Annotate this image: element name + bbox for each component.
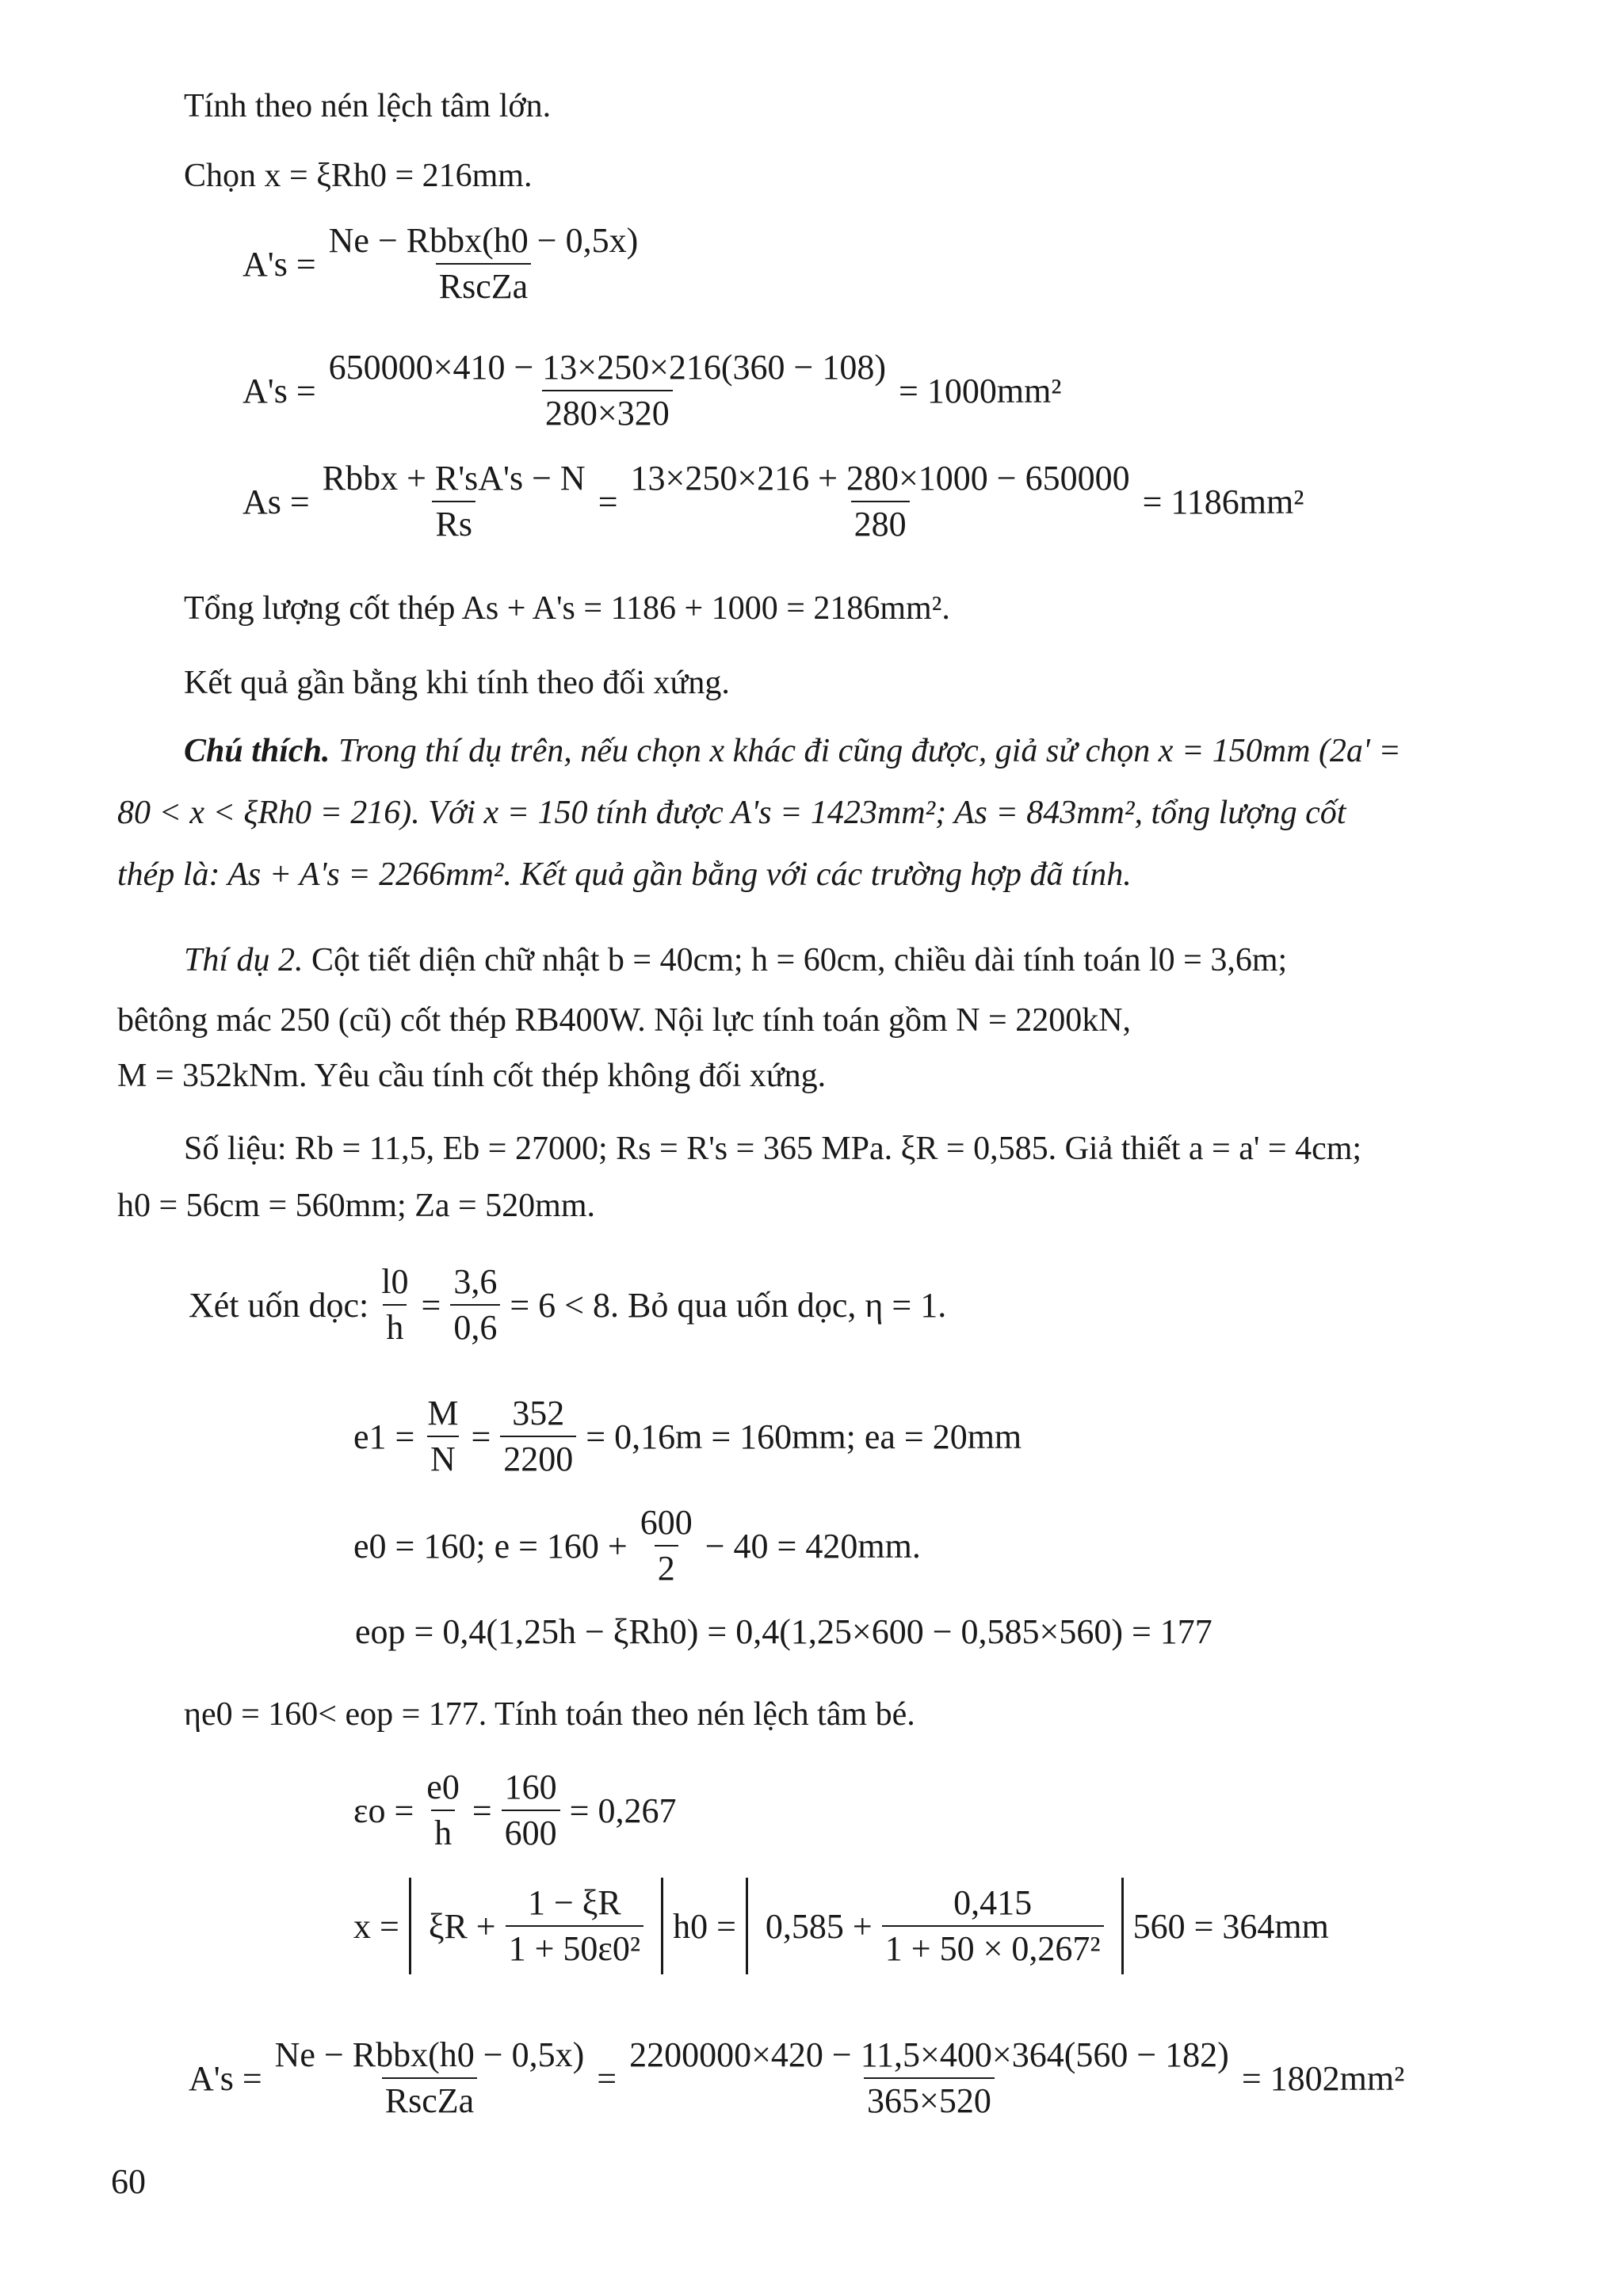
eq-result: = 6 < 8. Bỏ qua uốn dọc, η = 1. xyxy=(510,1285,947,1325)
denominator: Rs xyxy=(432,501,475,543)
equation xyxy=(238,460,1308,543)
note-line: 80 < x < ξRh0 = 216). Với x = 150 tính được A's = 1423mm²; As = 843mm², tổng lượng cốt xyxy=(117,795,1346,831)
numerator: 2200000×420 − 11,5×400×364(560 − 182) xyxy=(629,2035,1229,2074)
numerator: Ne − Rbbx(h0 − 0,5x) xyxy=(328,221,639,260)
eq-lhs: x = xyxy=(353,1906,399,1946)
denominator: 365×520 xyxy=(864,2077,995,2120)
eq-sign: = xyxy=(598,482,618,521)
numerator: M xyxy=(427,1394,459,1432)
text-line: Tính theo nén lệch tâm lớn. xyxy=(184,88,552,124)
eq-sign: = xyxy=(472,1791,492,1830)
eq-sign: = xyxy=(471,1417,491,1456)
fraction xyxy=(424,1394,461,1478)
fraction xyxy=(450,1263,500,1347)
denominator: 280 xyxy=(851,501,910,543)
term: ξR + xyxy=(428,1906,496,1946)
example-line xyxy=(184,940,1287,981)
fraction xyxy=(626,2036,1232,2120)
numerator: 13×250×216 + 280×1000 − 650000 xyxy=(630,459,1130,498)
eq-result: = 1802mm² xyxy=(1241,2058,1405,2098)
fraction xyxy=(506,1884,643,1968)
eq-sign: = xyxy=(421,1285,441,1325)
equation xyxy=(349,1394,1026,1478)
fraction xyxy=(423,1768,463,1852)
fraction xyxy=(628,460,1133,543)
numerator: 352 xyxy=(512,1394,565,1432)
fraction xyxy=(326,349,889,433)
equation xyxy=(238,349,1067,433)
eq-lhs: e1 = xyxy=(353,1417,415,1456)
text-line: M = 352kNm. Yêu cầu tính cốt thép không đối xứng. xyxy=(117,1058,827,1094)
numerator: 160 xyxy=(504,1768,557,1806)
denominator: N xyxy=(427,1436,459,1478)
fraction xyxy=(326,222,642,306)
numerator: 600 xyxy=(640,1503,693,1542)
fraction xyxy=(500,1394,576,1478)
eq-sign: = xyxy=(597,2058,617,2098)
text-line: Chọn x = ξRh0 = 216mm. xyxy=(184,158,533,194)
fraction xyxy=(502,1768,560,1852)
numerator: l0 xyxy=(381,1262,409,1301)
numerator: Rbbx + R'sA's − N xyxy=(322,459,586,498)
denominator: 1 + 50ε0² xyxy=(506,1925,643,1968)
denominator: 280×320 xyxy=(542,390,673,433)
note-line: thép là: As + A's = 2266mm². Kết quả gần bằng với các trường hợp đã tính. xyxy=(117,856,1132,893)
equation xyxy=(184,2036,1409,2120)
numerator: 0,415 xyxy=(953,1883,1033,1922)
fraction xyxy=(378,1263,411,1347)
eq-lhs: A's = xyxy=(189,2058,262,2098)
denominator: 2 xyxy=(655,1545,678,1588)
term: 0,585 + xyxy=(765,1906,873,1946)
denominator: 600 xyxy=(502,1810,560,1852)
page-number: 60 xyxy=(111,2162,146,2201)
eq-result: = 0,16m = 160mm; ea = 20mm xyxy=(586,1417,1022,1456)
eq-result: = 0,267 xyxy=(569,1791,677,1830)
eq-result: 560 = 364mm xyxy=(1132,1906,1329,1946)
equation xyxy=(349,1768,681,1852)
text-line: Số liệu: Rb = 11,5, Eb = 27000; Rs = R's = 365 MPa. ξR = 0,585. Giả thiết a = a' = 4cm; xyxy=(184,1131,1362,1167)
numerator: 1 − ξR xyxy=(527,1883,621,1922)
eq-result: = 1000mm² xyxy=(899,371,1062,410)
equation xyxy=(349,1878,1334,1974)
note-line xyxy=(184,730,1401,772)
eq-lhs: Xét uốn dọc: xyxy=(189,1285,369,1325)
equation xyxy=(349,1504,926,1588)
eq-result: = 1186mm² xyxy=(1142,482,1304,521)
denominator: 1 + 50 × 0,267² xyxy=(882,1925,1104,1968)
text-line: h0 = 56cm = 560mm; Za = 520mm. xyxy=(117,1188,596,1224)
denominator: h xyxy=(431,1810,455,1852)
term: h0 = xyxy=(673,1906,736,1946)
numerator: 650000×410 − 13×250×216(360 − 108) xyxy=(328,348,887,387)
note-label: Chú thích. xyxy=(184,733,330,769)
text-line: Kết quả gần bằng khi tính theo đối xứng. xyxy=(184,665,730,701)
fraction xyxy=(319,460,589,543)
denominator: RscZa xyxy=(436,263,531,306)
note-text: Trong thí dụ trên, nếu chọn x khác đi cũng được, giả sử chọn x = 150mm (2a' = xyxy=(338,733,1401,769)
fraction xyxy=(272,2036,588,2120)
denominator: h xyxy=(383,1304,407,1347)
text-line: Tổng lượng cốt thép As + A's = 1186 + 1000 = 2186mm². xyxy=(184,590,950,627)
denominator: 0,6 xyxy=(450,1304,500,1347)
denominator: 2200 xyxy=(500,1436,576,1478)
text-line: ηe0 = 160< eop = 177. Tính toán theo nén lệch tâm bé. xyxy=(184,1696,915,1733)
numerator: 3,6 xyxy=(453,1262,498,1301)
numerator: Ne − Rbbx(h0 − 0,5x) xyxy=(274,2035,585,2074)
equation xyxy=(184,1263,951,1347)
equation-line: eop = 0,4(1,25h − ξRh0) = 0,4(1,25×600 − 0,585×560) = 177 xyxy=(355,1612,1212,1651)
eq-lhs: εo = xyxy=(353,1791,414,1830)
bracket-group xyxy=(746,1878,1124,1974)
text-line: bêtông mác 250 (cũ) cốt thép RB400W. Nội lực tính toán gồm N = 2200kN, xyxy=(117,1002,1132,1039)
bracket-group xyxy=(409,1878,663,1974)
eq-lhs: As = xyxy=(242,482,310,521)
eq-result: − 40 = 420mm. xyxy=(705,1526,921,1566)
example-label: Thí dụ 2. xyxy=(184,942,304,978)
example-text: Cột tiết diện chữ nhật b = 40cm; h = 60cm, chiều dài tính toán l0 = 3,6m; xyxy=(311,942,1288,978)
fraction xyxy=(637,1504,696,1588)
eq-lhs: A's = xyxy=(242,244,316,284)
eq-lhs: e0 = 160; e = 160 + xyxy=(353,1526,628,1566)
fraction xyxy=(882,1884,1104,1968)
equation xyxy=(238,222,646,306)
denominator: RscZa xyxy=(382,2077,477,2120)
numerator: e0 xyxy=(426,1768,460,1806)
eq-lhs: A's = xyxy=(242,371,316,410)
